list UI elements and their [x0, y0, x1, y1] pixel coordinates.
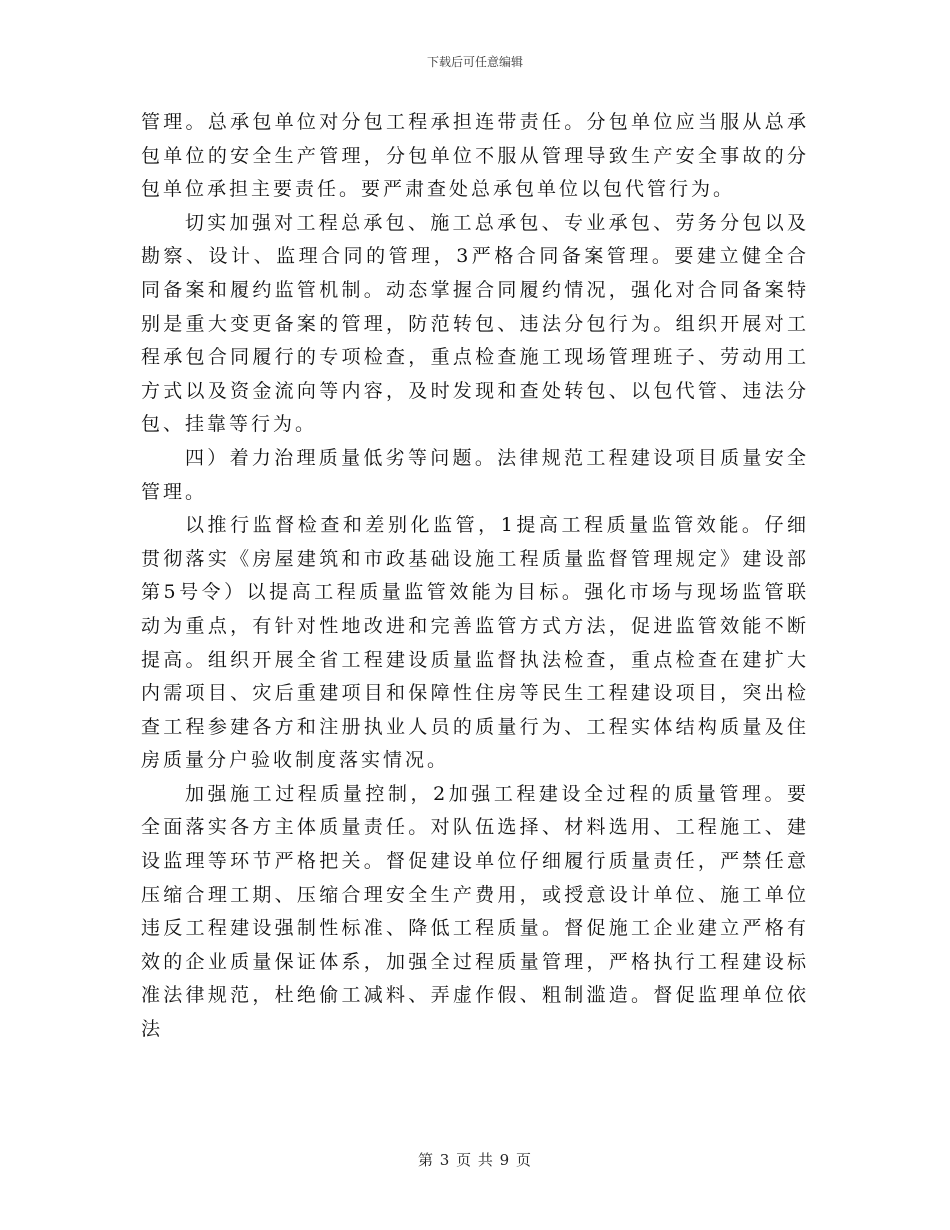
paragraph-2: 切实加强对工程总承包、施工总承包、专业承包、劳务分包以及勘察、设计、监理合同的管理，3严格合同备案管理。要建立健全合同备案和履约监管机制。动态掌握合同履约情况，强化对合同备案特别是重大变更备案的管理，防范转包、违法分包行为。组织开展对工程承包合同履行的专项检查，重点检查施工现场管理班子、劳动用工方式以及资金流向等内容，及时发现和查处转包、以包代管、违法分包、挂靠等行为。	[141, 211, 809, 436]
page-header: 下载后可任意编辑	[426, 55, 523, 69]
paragraph-5: 加强施工过程质量控制，2加强工程建设全过程的质量管理。要全面落实各方主体质量责任。对队伍选择、材料选用、工程施工、建设监理等环节严格把关。督促建设单位仔细履行质量责任，严禁任意压缩合理工期、压缩合理安全生产费用，或授意设计单位、施工单位违反工程建设强制性标准、降低工程质量。督促施工企业建立严格有效的企业质量保证体系，加强全过程质量管理，严格执行工程建设标准法律规范，杜绝偷工减料、弄虚作假、粗制滥造。督促监理单位依法	[141, 782, 809, 1041]
page-number-footer: 第 3 页 共 9 页	[418, 1151, 532, 1169]
paragraph-1: 管理。总承包单位对分包工程承担连带责任。分包单位应当服从总承包单位的安全生产管理，分包单位不服从管理导致生产安全事故的分包单位承担主要责任。要严肃查处总承包单位以包代管行为。	[141, 111, 809, 201]
paragraph-4: 以推行监督检查和差别化监管，1提高工程质量监管效能。仔细贯彻落实《房屋建筑和市政基础设施工程质量监督管理规定》建设部第5号令）以提高工程质量监管效能为目标。强化市场与现场监管联动为重点，有针对性地改进和完善监管方式方法，促进监管效能不断提高。组织开展全省工程建设质量监督执法检查，重点检查在建扩大内需项目、灾后重建项目和保障性住房等民生工程建设项目，突出检查工程参建各方和注册执业人员的质量行为、工程实体结构质量及住房质量分户验收制度落实情况。	[141, 514, 809, 772]
document-body	[141, 106, 809, 1047]
paragraph-3: 四）着力治理质量低劣等问题。法律规范工程建设项目质量安全管理。	[141, 446, 809, 503]
